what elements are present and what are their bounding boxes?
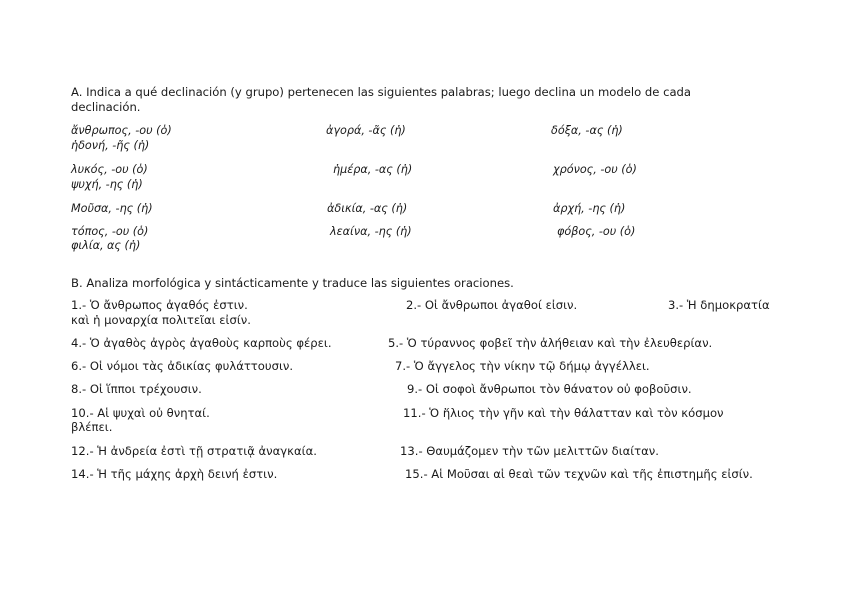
sentence-11-cont: βλέπει. (71, 420, 113, 434)
word-item: ἀγορά, -ᾶς (ἡ) (326, 124, 406, 137)
sentence-10: 10.- Αἱ ψυχαὶ οὐ θνηταί. (71, 406, 210, 420)
sentence-7: 7.- Ὁ ἄγγελος τὴν νίκην τῷ δήμῳ ἀγγέλλει. (395, 359, 650, 373)
word-item: Μοῦσα, -ης (ἡ) (71, 202, 153, 215)
word-item: ἡμέρα, -ας (ἡ) (333, 163, 413, 176)
sentence-4: 4.- Ὁ ἀγαθὸς ἀγρὸς ἀγαθοὺς καρποὺς φέρει. (71, 336, 332, 350)
sentence-15: 15.- Αἱ Μοῦσαι αἱ θεαὶ τῶν τεχνῶν καὶ τῆς ἐπιστημῆς εἰσίν. (405, 467, 753, 481)
sentence-8: 8.- Οἱ ἵπποι τρέχουσιν. (71, 382, 202, 396)
sentence-2: 2.- Οἱ ἄνθρωποι ἀγαθοί εἰσιν. (406, 298, 578, 312)
sentence-1: 1.- Ὁ ἄνθρωπος ἀγαθός ἐστιν. (71, 298, 248, 312)
word-item: ψυχή, -ης (ἡ) (71, 178, 143, 191)
section-a-instruction-cont: declinación. (71, 100, 141, 114)
sentence-12: 12.- Ἡ ἀνδρεία ἐστὶ τῇ στρατιᾷ ἀναγκαία. (71, 444, 317, 458)
word-item: τόπος, -ου (ὁ) (71, 225, 149, 238)
section-a-instruction: A. Indica a qué declinación (y grupo) pertenecen las siguientes palabras; luego declina un modelo de cada (71, 85, 692, 99)
word-item: φόβος, -ου (ὁ) (557, 225, 636, 238)
sentence-14: 14.- Ἡ τῆς μάχης ἀρχὴ δεινή ἐστιν. (71, 467, 278, 481)
sentence-13: 13.- Θαυμάζομεν τὴν τῶν μελιττῶν διαίταν. (400, 444, 659, 458)
sentence-9: 9.- Οἱ σοφοὶ ἄνθρωποι τὸν θάνατον οὐ φοβοῦσιν. (407, 382, 692, 396)
section-b-instruction: B. Analiza morfológica y sintácticamente y traduce las siguientes oraciones. (71, 276, 514, 290)
sentence-3: 3.- Ἡ δημοκρατία (668, 298, 770, 312)
sentence-3-cont: καὶ ἡ μοναρχία πολιτεῖαι εἰσίν. (71, 313, 251, 327)
word-item: λεαίνα, -ης (ἡ) (330, 225, 412, 238)
word-item: φιλία, ας (ἡ) (71, 239, 141, 252)
word-item: ἀδικία, -ας (ἡ) (327, 202, 408, 215)
word-item: ἡδονή, -ῆς (ἡ) (71, 139, 150, 152)
sentence-6: 6.- Οἱ νόμοι τὰς ἀδικίας φυλάττουσιν. (71, 359, 294, 373)
sentence-11: 11.- Ὁ ἥλιος τὴν γῆν καὶ τὴν θάλατταν καὶ τὸν κόσμον (403, 406, 724, 420)
word-item: χρόνος, -ου (ὁ) (553, 163, 637, 176)
word-item: ἀρχή, -ης (ἡ) (553, 202, 626, 215)
word-item: λυκός, -ου (ὁ) (71, 163, 148, 176)
word-item: ἄνθρωπος, -ου (ὁ) (71, 124, 172, 137)
word-item: δόξα, -ας (ἡ) (551, 124, 623, 137)
sentence-5: 5.- Ὁ τύραννος φοβεῖ τὴν ἀλήθειαν καὶ τὴν ἐλευθερίαν. (388, 336, 713, 350)
